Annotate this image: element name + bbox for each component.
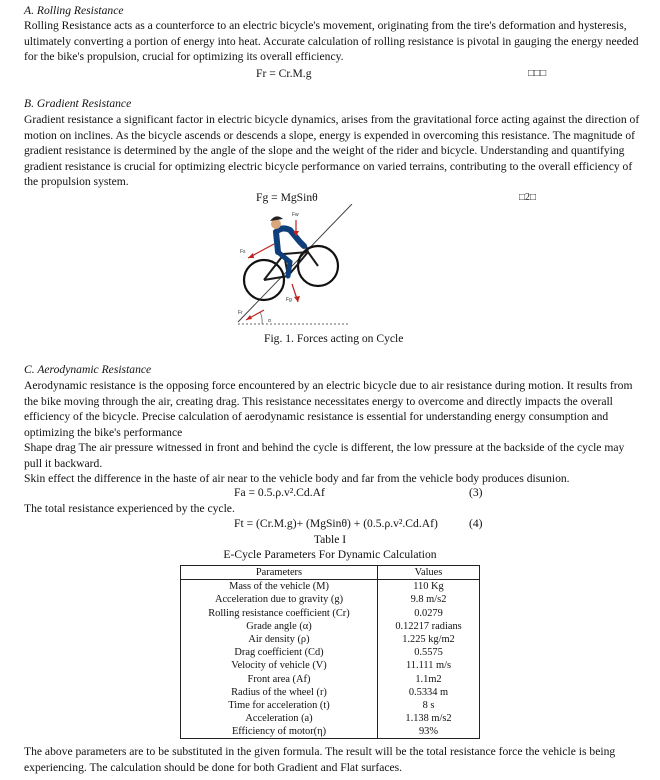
equation-2-number: □2□ (519, 192, 537, 203)
parameters-table (180, 565, 480, 739)
paragraph-line: gradient resistance is crucial for optimizing electric bicycle performance on varied terrains, contributing to the overall efficiency of (24, 159, 633, 173)
table-row (181, 620, 480, 633)
table-header-values: Values (378, 566, 480, 580)
paragraph-line: efficiency of the bicycle. Precise calculation of aerodynamic resistance is essential for understanding energy consumption and (24, 410, 609, 423)
parameter-cell: Drag coefficient (Cd) (181, 646, 378, 659)
parameter-cell: Time for acceleration (t) (181, 699, 378, 712)
section-b-paragraph (24, 112, 646, 190)
closing-paragraph (24, 744, 646, 775)
cycle-forces-figure (234, 204, 354, 328)
value-cell: 0.12217 radians (378, 620, 480, 633)
equation-1-number: □□□ (528, 68, 547, 79)
section-b-heading: B. Gradient Resistance (24, 97, 132, 110)
table-row (181, 593, 480, 606)
table-row (181, 712, 480, 725)
equation-3-number: (3) (469, 486, 483, 499)
parameter-cell: Radius of the wheel (r) (181, 686, 378, 699)
table-row (181, 673, 480, 686)
fs-label: Fs (240, 249, 246, 255)
equation-1: Fr = Cr.M.g (256, 67, 312, 80)
table-row (181, 659, 480, 672)
parameter-cell: Acceleration due to gravity (g) (181, 593, 378, 606)
parameter-cell: Acceleration (a) (181, 712, 378, 725)
table-header-row (181, 566, 480, 580)
angle-arc (260, 312, 262, 324)
fg-label: Fg (286, 297, 292, 303)
paragraph-line: pull it backward. (24, 456, 103, 470)
paragraph-line: the propulsion system. (24, 175, 129, 188)
table-title: E-Cycle Parameters For Dynamic Calculation (223, 548, 437, 561)
equation-2: Fg = MgSinθ (256, 191, 318, 204)
value-cell: 8 s (378, 699, 480, 712)
parameter-cell: Efficiency of motor(η) (181, 725, 378, 739)
figure-caption: Fig. 1. Forces acting on Cycle (264, 332, 404, 345)
parameter-cell: Mass of the vehicle (M) (181, 580, 378, 594)
section-c-heading: C. Aerodynamic Resistance (24, 363, 152, 376)
section-c-paragraph (24, 378, 646, 487)
table-row (181, 580, 480, 594)
value-cell: 0.0279 (378, 607, 480, 620)
table-row (181, 686, 480, 699)
value-cell: 0.5575 (378, 646, 480, 659)
parameter-cell: Grade angle (α) (181, 620, 378, 633)
table-header-parameters: Parameters (181, 566, 378, 580)
paragraph-line: Gradient resistance a significant factor in electric bicycle dynamics, arises from the gravitational force acting against the direction of (24, 113, 640, 126)
rider-leg (278, 252, 290, 276)
total-resistance-line: The total resistance experienced by the cycle. (24, 502, 235, 515)
value-cell: 110 Kg (378, 580, 480, 594)
paragraph-line: for the bike's propulsion, crucial for optimizing its overall efficiency. (24, 50, 344, 63)
parameter-cell: Rolling resistance coefficient (Cr) (181, 607, 378, 620)
table-label: Table I (313, 533, 347, 546)
equation-4: Ft = (Cr.M.g)+ (MgSinθ) + (0.5.ρ.v².Cd.Af) (234, 517, 438, 530)
value-cell: 1.138 m/s2 (378, 712, 480, 725)
parameter-cell: Velocity of vehicle (V) (181, 659, 378, 672)
rider-torso (276, 228, 304, 252)
value-cell: 0.5334 m (378, 686, 480, 699)
paragraph-line: Rolling Resistance acts as a counterforce to an electric bicycle's movement, originating from the tire's deformation and hysteresis, (24, 19, 627, 32)
paragraph-line: gradient resistance is determined by the angle of the slope and the weight of the rider and bicycle. Understanding and quantifying (24, 144, 625, 157)
equation-4-number: (4) (469, 517, 483, 530)
paragraph-line: experiencing. The calculation should be done for both Gradient and Flat surfaces. (24, 760, 403, 774)
value-cell: 93% (378, 725, 480, 739)
paragraph-line: Aerodynamic resistance is the opposing force encountered by an electric bicycle due to air resistance during motion. It results from (24, 379, 633, 392)
table-row (181, 607, 480, 620)
paragraph-line: optimizing the bike's performance (24, 425, 183, 439)
value-cell: 9.8 m/s2 (378, 593, 480, 606)
parameter-cell: Front area (Af) (181, 673, 378, 686)
paragraph-line: Skin effect the difference in the haste of air near to the vehicle body and far from the vehicle body produces disunion. (24, 472, 570, 485)
section-a-paragraph (24, 18, 646, 65)
paragraph-line: motion on inclines. As the bicycle ascends or descends a slope, energy is expended in overcoming this resistance. The magnitude of (24, 128, 635, 142)
parameter-cell: Air density (ρ) (181, 633, 378, 646)
fw-label: Fw (292, 212, 299, 218)
value-cell: 1.225 kg/m2 (378, 633, 480, 646)
table-row (181, 633, 480, 646)
paragraph-line: Shape drag The air pressure witnessed in front and behind the cycle is different, the low pressure at the backside of the cycle may (24, 441, 625, 454)
table-row (181, 646, 480, 659)
alpha-label: α (268, 318, 271, 324)
paragraph-line: The above parameters are to be substituted in the given formula. The result will be the total resistance force the vehicle is being (24, 745, 616, 758)
fr-label: Fr (238, 310, 243, 316)
table-row (181, 699, 480, 712)
paragraph-line: the bike moving through the air, creating drag. This resistance necessitates energy to overcome and directly impacts the overall (24, 394, 613, 408)
value-cell: 1.1m2 (378, 673, 480, 686)
section-a-heading: A. Rolling Resistance (24, 4, 124, 17)
table-row (181, 725, 480, 739)
equation-3: Fa = 0.5.ρ.v².Cd.Af (234, 486, 325, 499)
value-cell: 11.111 m/s (378, 659, 480, 672)
paragraph-line: ultimately converting a portion of energy into heat. Accurate calculation of rolling resistance is pivotal in gauging the energy needed (24, 34, 639, 48)
